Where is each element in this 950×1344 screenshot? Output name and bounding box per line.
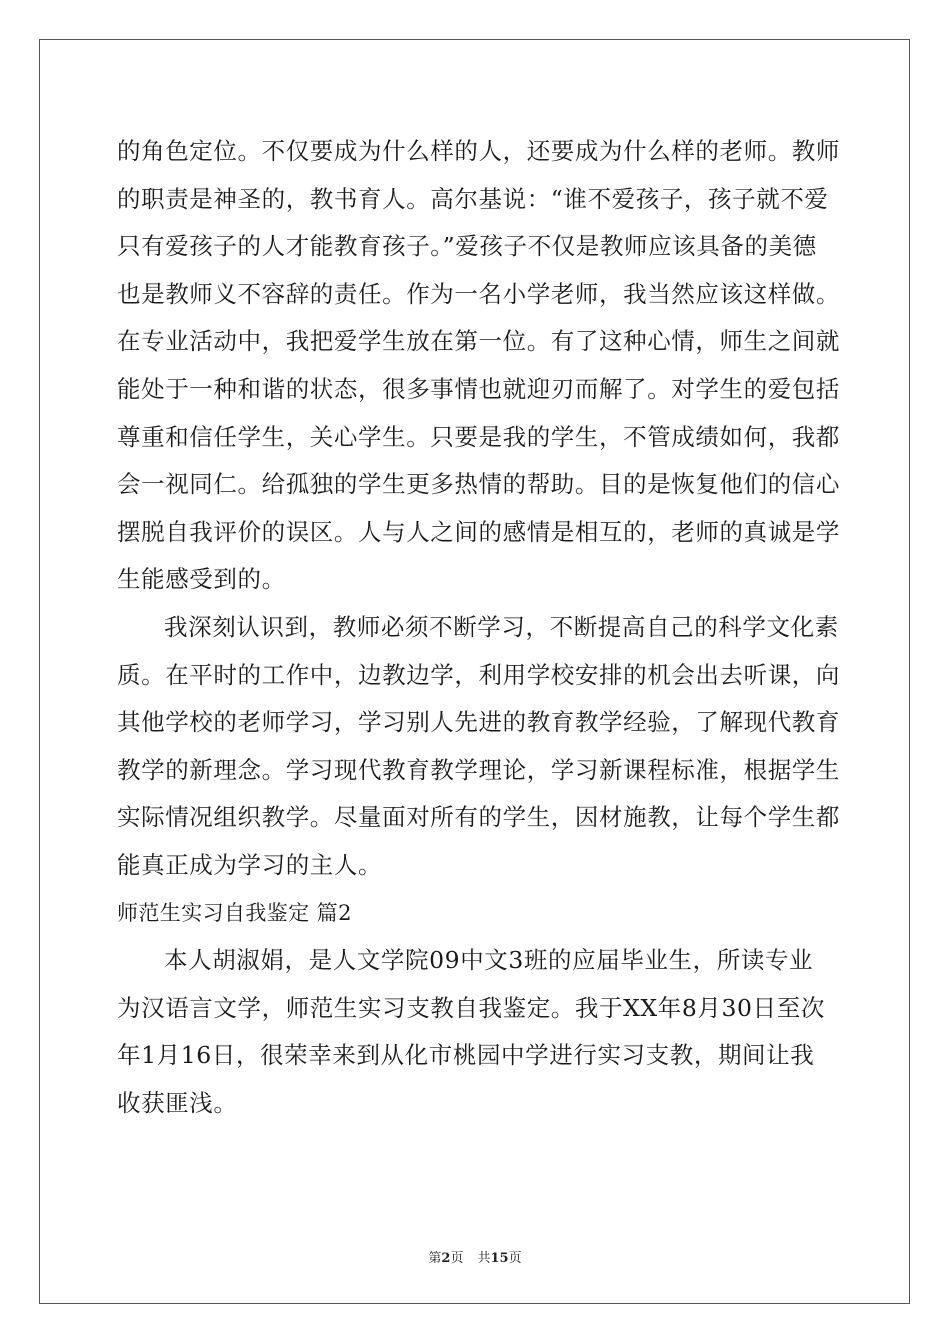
text-line: 生能感受到的。 — [117, 565, 286, 594]
text-line: 实际情况组织教学。尽量面对所有的学生，因材施教，让每个学生都 — [117, 803, 840, 832]
text-line: 为汉语言文学，师范生实习支教自我鉴定。我于XX年8月30日至次 — [117, 993, 825, 1022]
current-page-number: 2 — [441, 1251, 451, 1266]
text-line: 能真正成为学习的主人。 — [117, 850, 383, 879]
text-line: 的职责是神圣的，教书育人。高尔基说：“谁不爱孩子，孩子就不爱 — [117, 184, 829, 213]
page-label-prefix: 第 — [428, 1251, 442, 1266]
text-line: 质。在平时的工作中，边教边学，利用学校安排的机会出去听课，向 — [117, 660, 840, 689]
total-label-prefix: 共 — [477, 1251, 491, 1266]
text-line: 收获匪浅。 — [117, 1088, 238, 1117]
text-line: 摆脱自我评价的误区。人与人之间的感情是相互的，老师的真诚是学 — [117, 517, 840, 546]
text-line: 的角色定位。不仅要成为什么样的人，还要成为什么样的老师。教师 — [117, 137, 840, 165]
document-body — [117, 128, 840, 1127]
text-line: 教学的新理念。学习现代教育教学理论，学习新课程标准，根据学生 — [117, 755, 840, 784]
text-line: 能处于一种和谐的状态，很多事情也就迎刃而解了。对学生的爱包括 — [117, 374, 840, 403]
text-line: 其他学校的老师学习，学习别人先进的教育教学经验，了解现代教育 — [117, 708, 840, 737]
paragraph-start-line: 本人胡淑娟，是人文学院09中文3班的应届毕业生，所读专业 — [164, 946, 814, 975]
text-line: 尊重和信任学生，关心学生。只要是我的学生，不管成绩如何，我都 — [117, 422, 840, 451]
page-footer — [0, 1247, 950, 1266]
text-line: 在专业活动中，我把爱学生放在第一位。有了这种心情，师生之间就 — [117, 327, 840, 356]
text-line: 年1月16日，很荣幸来到从化市桃园中学进行实习支教，期间让我 — [117, 1041, 815, 1070]
text-line: 只有爱孩子的人才能教育孩子。”爱孩子不仅是教师应该具备的美德 — [117, 232, 817, 261]
text-line: 会一视同仁。给孤独的学生更多热情的帮助。目的是恢复他们的信心 — [117, 470, 840, 499]
page-label-suffix: 页 — [450, 1251, 464, 1266]
text-line: 也是教师义不容辞的责任。作为一名小学老师，我当然应该这样做。 — [117, 279, 840, 308]
total-label-suffix: 页 — [508, 1251, 522, 1266]
paragraph-start-line: 我深刻认识到，教师必须不断学习，不断提高自己的科学文化素 — [164, 612, 839, 641]
total-page-number: 15 — [490, 1251, 509, 1266]
section-heading: 师范生实习自我鉴定 篇2 — [117, 900, 352, 925]
